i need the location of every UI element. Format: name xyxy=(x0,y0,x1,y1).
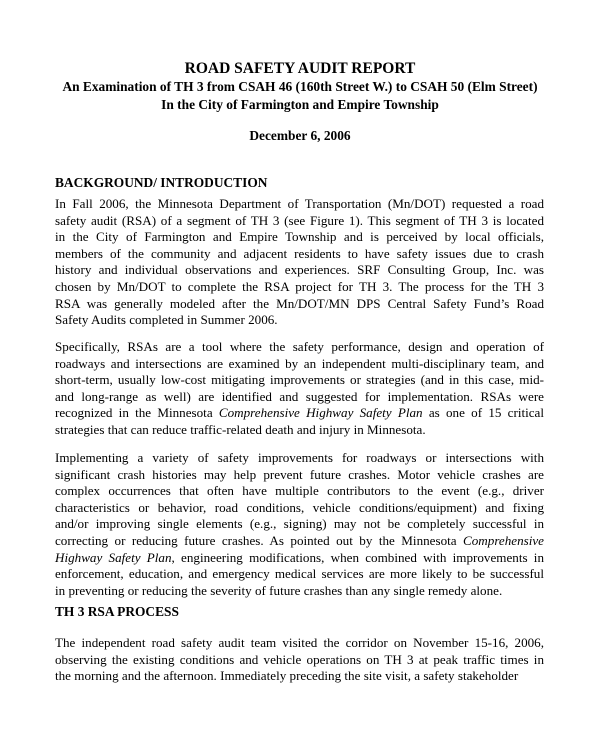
text-line: complex occurrences that often have multiple contributors to the event (e.g., driver xyxy=(55,483,544,499)
paragraph-background-3 xyxy=(55,450,544,599)
report-title: ROAD SAFETY AUDIT REPORT xyxy=(184,60,416,77)
text-line: Specifically, RSAs are a tool where the safety performance, design and operation of xyxy=(55,339,544,354)
text-line: observing the existing conditions and vehicle operations on TH 3 at peak traffic times in xyxy=(55,651,544,667)
text-line: RSA was generally modeled after the Mn/DOT/MN DPS Central Safety Fund’s Road xyxy=(55,295,544,311)
text-line: Highway Safety Plan, engineering modifications, when combined with improvements in xyxy=(55,549,544,565)
text-line: recognized in the Minnesota Comprehensive Highway Safety Plan as one of 15 critical xyxy=(55,405,545,421)
text-line: strategies that can reduce traffic-related death and injury in Minnesota. xyxy=(55,421,426,437)
section-heading-rsa-process: TH 3 RSA PROCESS xyxy=(55,604,179,619)
text-line: history and individual observations and experiences. SRF Consulting Group, Inc. was xyxy=(55,262,544,278)
report-subtitle-line1: An Examination of TH 3 from CSAH 46 (160th Street W.) to CSAH 50 (Elm Street) xyxy=(62,79,538,94)
text-line: short-term, usually low-cost mitigating improvements or strategies (and in this case, mid- xyxy=(55,372,544,388)
text-line: and long-range as well) are identified and suggested for implementation. RSAs were xyxy=(55,388,544,404)
text-line: chosen by Mn/DOT to complete the RSA project for TH 3. The process for the TH 3 xyxy=(55,278,544,294)
text-line: In Fall 2006, the Minnesota Department of Transportation (Mn/DOT) requested a road xyxy=(55,196,544,211)
text-line: roadways and intersections are examined by an independent multi-disciplinary team, and xyxy=(55,355,544,371)
text-line: in preventing or reducing the severity of future crashes than any single remedy alone. xyxy=(55,582,503,598)
text-line: significant crash histories may help prevent future crashes. Motor vehicle crashes are xyxy=(55,466,544,482)
text-line: The independent road safety audit team visited the corridor on November 15-16, 2006, xyxy=(55,635,544,650)
text-line: the morning and the afternoon. Immediately preceding the site visit, a safety stakeholder xyxy=(55,668,519,684)
paragraph-rsa-process-1 xyxy=(55,635,544,685)
text-line: in the City of Farmington and Empire Township and is perceived by local officials, xyxy=(55,229,544,245)
text-line: and/or improving single elements (e.g., signing) may not be completely successful in xyxy=(55,516,544,532)
text-line: characteristics or behavior, road conditions, vehicle conditions/equipment) and fixing xyxy=(55,499,544,515)
report-subtitle-line2: In the City of Farmington and Empire Township xyxy=(161,97,439,112)
paragraph-background-1 xyxy=(55,196,544,329)
text-line: Implementing a variety of safety improvements for roadways or intersections with xyxy=(55,450,544,465)
text-line: members of the community and adjacent residents to have safety issues due to crash xyxy=(55,245,544,261)
text-line: Safety Audits completed in Summer 2006. xyxy=(55,312,278,328)
text-line: safety audit (RSA) of a segment of TH 3 (see Figure 1). This segment of TH 3 is located xyxy=(55,212,544,228)
text-line: correcting or reducing future crashes. As pointed out by the Minnesota Comprehensive xyxy=(55,532,544,548)
text-line: enforcement, education, and emergency medical services are more likely to be successful xyxy=(55,566,544,582)
section-heading-background: BACKGROUND/ INTRODUCTION xyxy=(55,175,268,190)
report-date: December 6, 2006 xyxy=(249,128,351,143)
paragraph-background-2 xyxy=(55,339,544,439)
